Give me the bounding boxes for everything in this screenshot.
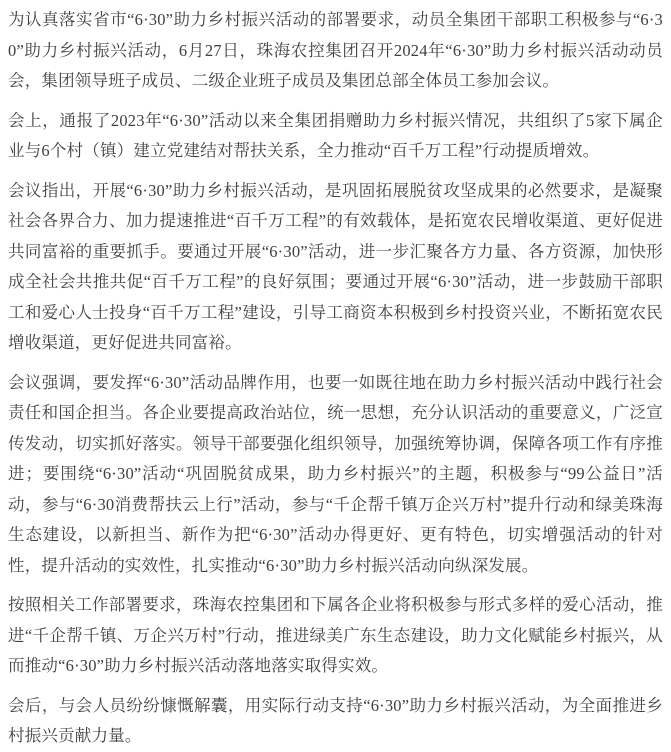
paragraph-work-deployment: 按照相关工作部署要求，珠海农控集团和下属各企业将积极参与形式多样的爱心活动，推进“千企帮千镇、万企兴万村”行动，推进绿美广东生态建设，助力文化赋能乡村振兴，从而推动“6·30”助力乡村振兴活动落地落实取得实效。 (8, 595, 663, 675)
paragraph-meeting-points: 会议指出，开展“6·30”助力乡村振兴活动，是巩固拓展脱贫攻坚成果的必然要求，是凝聚社会各界合力、加力提速推进“百千万工程”的有效载体，是拓宽农民增收渠道、更好促进共同富裕的重要抓手。要通过开展“6·30”活动，进一步汇聚各方力量、各方资源，加快形成全社会共推共促“百千万工程”的良好氛围；要通过开展“6·30”活动，进一步鼓励干部职工和爱心人士投身“百千万工程”建设，引导工商资本积极到乡村投资兴业，不断拓宽农民增收渠道，更好促进共同富裕。 (8, 180, 663, 352)
paragraph-closing: 会后，与会人员纷纷慷慨解囊，用实际行动支持“6·30”助力乡村振兴活动，为全面推进乡村振兴贡献力量。 (8, 695, 663, 745)
article-body (8, 5, 663, 752)
paragraph-meeting-intro: 为认真落实省市“6·30”助力乡村振兴活动的部署要求，动员全集团干部职工积极参与“6·30”助力乡村振兴活动，6月27日，珠海农控集团召开2024年“6·30”助力乡村振兴活动动员会，集团领导班子成员、二级企业班子成员及集团总部全体员工参加会议。 (8, 10, 663, 90)
paragraph-meeting-emphasis: 会议强调，要发挥“6·30”活动品牌作用，也要一如既往地在助力乡村振兴活动中践行社会责任和国企担当。各企业要提高政治站位，统一思想，充分认识活动的重要意义，广泛宣传发动，切实抓好落实。领导干部要强化组织领导，加强统筹协调，保障各项工作有序推进；要围绕“6·30”活动“巩固脱贫成果，助力乡村振兴”的主题，积极参与“99公益日”活动，参与“6·30消费帮扶云上行”活动，参与“千企帮千镇万企兴万村”提升行动和绿美珠海生态建设，以新担当、新作为把“6·30”活动办得更好、更有特色，切实增强活动的针对性，提升活动的实效性，扎实推动“6·30”助力乡村振兴活动向纵深发展。 (8, 372, 663, 575)
paragraph-donation-report: 会上，通报了2023年“6·30”活动以来全集团捐赠助力乡村振兴情况，共组织了5家下属企业与6个村（镇）建立党建结对帮扶关系，全力推动“百千万工程”行动提质增效。 (8, 110, 663, 160)
